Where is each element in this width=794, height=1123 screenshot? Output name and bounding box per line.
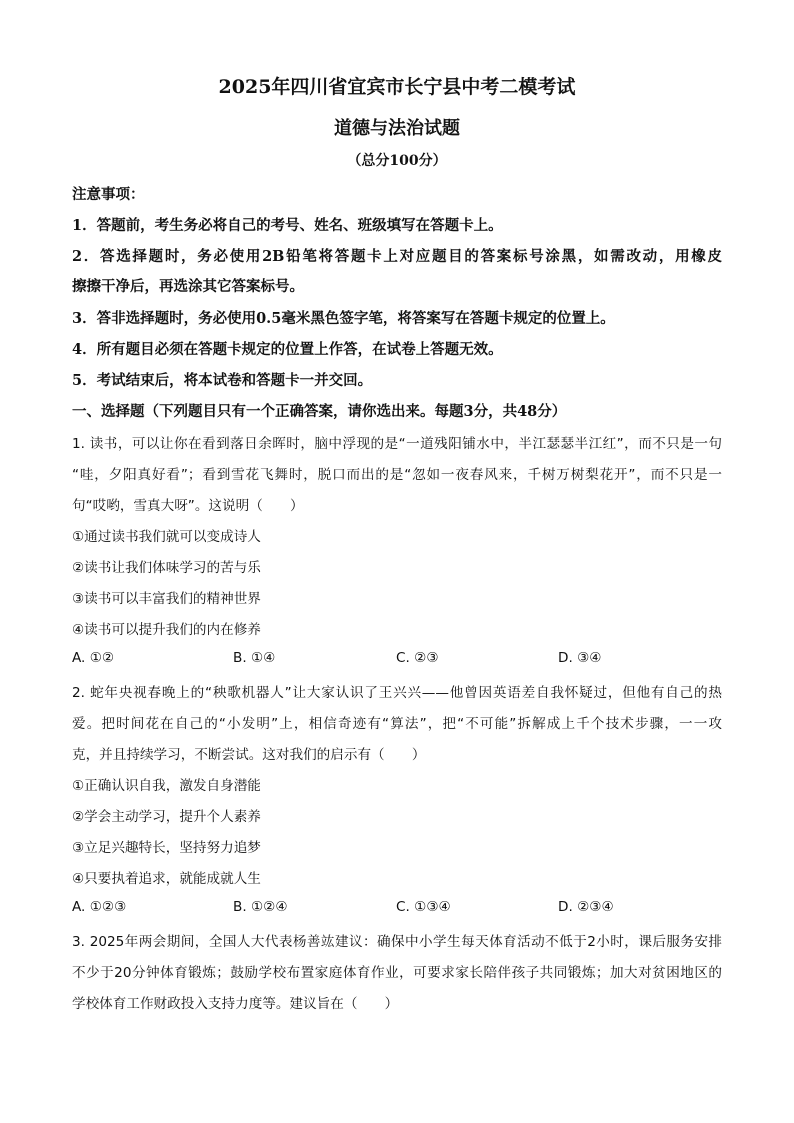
notice-item-3: 3．答非选择题时，务必使用0.5毫米黑色签字笔，将答案写在答题卡规定的位置上。	[72, 310, 615, 327]
q1-statement-4: ④读书可以提升我们的内在修养	[72, 622, 261, 638]
q1-option-c: C. ②③	[396, 650, 439, 666]
q1-statement-2: ②读书让我们体味学习的苦与乐	[72, 560, 261, 576]
q2-statement-3: ③立足兴趣特长，坚持努力追梦	[72, 840, 261, 856]
exam-subject: 道德与法治试题	[334, 118, 460, 139]
q1-statement-1: ①通过读书我们就可以变成诗人	[72, 529, 261, 545]
q2-stem-line-3: 克，并且持续学习，不断尝试。这对我们的启示有（ ）	[72, 747, 426, 763]
q1-stem-line-3: 句“哎哟，雪真大呀”。这说明（ ）	[72, 498, 304, 514]
q1-option-d: D. ③④	[558, 650, 602, 666]
q3-stem-line-2: 不少于20分钟体育锻炼；鼓励学校布置家庭体育作业，可要求家长陪伴孩子共同锻炼；加大对贫困地区的	[72, 965, 722, 981]
q2-option-d: D. ②③④	[558, 899, 614, 915]
q2-option-b: B. ①②④	[233, 899, 288, 915]
q1-option-a: A. ①②	[72, 650, 115, 666]
q1-stem-line-2: “哇，夕阳真好看”；看到雪花飞舞时，脱口而出的是“忽如一夜春风来，千树万树梨花开”，而不只是一	[72, 467, 722, 483]
q2-option-c: C. ①③④	[396, 899, 451, 915]
notice-item-1: 1．答题前，考生务必将自己的考号、姓名、班级填写在答题卡上。	[72, 217, 503, 234]
notice-heading: 注意事项：	[72, 186, 145, 203]
q1-option-b: B. ①④	[233, 650, 276, 666]
q1-stem-line-1: 1. 读书，可以让你在看到落日余晖时，脑中浮现的是“一道残阳铺水中，半江瑟瑟半江红”，而不只是一句	[72, 436, 722, 452]
q3-stem-line-3: 学校体育工作财政投入支持力度等。建议旨在（ ）	[72, 996, 399, 1012]
total-score: （总分100分）	[347, 153, 447, 169]
q1-statement-3: ③读书可以丰富我们的精神世界	[72, 591, 261, 607]
q2-option-a: A. ①②③	[72, 899, 127, 915]
q2-statement-4: ④只要执着追求，就能成就人生	[72, 871, 261, 887]
notice-item-2-line-2: 擦擦干净后，再选涂其它答案标号。	[72, 278, 304, 295]
notice-item-2-line-1: 2．答选择题时，务必使用2B铅笔将答题卡上对应题目的答案标号涂黑，如需改动，用橡皮	[72, 248, 722, 265]
notice-item-5: 5．考试结束后，将本试卷和答题卡一并交回。	[72, 372, 373, 389]
q2-stem-line-1: 2. 蛇年央视春晚上的“秧歌机器人”让大家认识了王兴兴——他曾因英语差自我怀疑过，但他有自己的热	[72, 685, 722, 701]
q2-stem-line-2: 爱。把时间花在自己的“小发明”上，相信奇迹有“算法”，把“不可能”拆解成上千个技术步骤，一一攻	[72, 716, 722, 732]
q3-stem-line-1: 3. 2025年两会期间，全国人大代表杨善竑建议：确保中小学生每天体育活动不低于2小时，课后服务安排	[72, 934, 722, 950]
notice-item-4: 4．所有题目必须在答题卡规定的位置上作答，在试卷上答题无效。	[72, 341, 503, 358]
section-1-heading: 一、选择题（下列题目只有一个正确答案，请你选出来。每题3分，共48分）	[72, 403, 567, 420]
q2-statement-2: ②学会主动学习，提升个人素养	[72, 809, 261, 825]
exam-title: 2025年四川省宜宾市长宁县中考二模考试	[218, 76, 576, 98]
q2-statement-1: ①正确认识自我，激发自身潜能	[72, 778, 261, 794]
